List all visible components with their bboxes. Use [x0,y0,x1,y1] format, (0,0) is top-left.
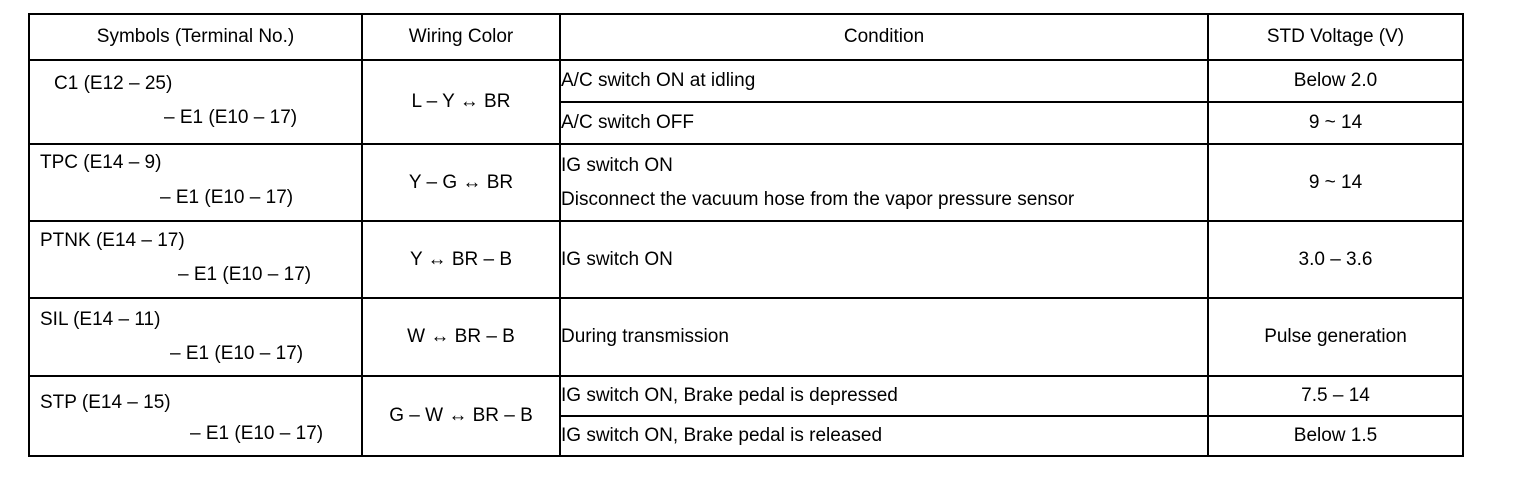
wiring-color-cell: G – W ↔ BR – B [362,376,560,456]
table-row [29,221,1463,298]
voltage-cell: Below 2.0 [1208,60,1463,102]
condition-line: IG switch ON [561,154,673,176]
symbol-ground: – E1 (E10 – 17) [164,107,298,128]
table-row [29,144,1463,221]
wiring-color-cell: L – Y ↔ BR [362,60,560,144]
header-std-voltage: STD Voltage (V) [1208,14,1463,60]
symbol-terminal: C1 (E12 – 25) [54,73,173,94]
symbol-ground: – E1 (E10 – 17) [190,423,324,444]
condition-cell: IG switch ON, Brake pedal is depressed [560,376,1208,416]
symbol-terminal: SIL (E14 – 11) [40,309,161,330]
symbol-cell-c1 [29,60,362,144]
table-row [29,60,1463,102]
wiring-color-cell: W ↔ BR – B [362,298,560,376]
voltage-cell: 9 ~ 14 [1208,144,1463,221]
header-condition: Condition [560,14,1208,60]
symbol-terminal: PTNK (E14 – 17) [40,230,185,251]
symbol-cell-ptnk [29,221,362,298]
symbol-ground: – E1 (E10 – 17) [178,264,312,285]
condition-cell: IG switch ON, Brake pedal is released [560,416,1208,456]
symbol-cell-sil [29,298,362,376]
symbol-cell-stp [29,376,362,456]
condition-cell: During transmission [560,298,1208,376]
symbol-terminal: TPC (E14 – 9) [40,152,162,173]
voltage-cell: 9 ~ 14 [1208,102,1463,144]
wiring-color-cell: Y – G ↔ BR [362,144,560,221]
terminal-voltage-table [28,13,1464,457]
condition-cell [560,144,1208,221]
condition-cell: A/C switch OFF [560,102,1208,144]
symbol-ground: – E1 (E10 – 17) [160,187,294,208]
condition-cell: A/C switch ON at idling [560,60,1208,102]
table-row [29,298,1463,376]
symbol-cell-tpc [29,144,362,221]
table-row [29,376,1463,416]
voltage-cell: Below 1.5 [1208,416,1463,456]
symbol-ground: – E1 (E10 – 17) [170,343,304,364]
voltage-cell: 3.0 – 3.6 [1208,221,1463,298]
header-wiring-color: Wiring Color [362,14,560,60]
voltage-cell: 7.5 – 14 [1208,376,1463,416]
header-symbols: Symbols (Terminal No.) [29,14,362,60]
wiring-color-cell: Y ↔ BR – B [362,221,560,298]
condition-cell: IG switch ON [560,221,1208,298]
condition-line: Disconnect the vacuum hose from the vapor pressure sensor [561,188,1075,210]
header-row [29,14,1463,60]
voltage-cell: Pulse generation [1208,298,1463,376]
symbol-terminal: STP (E14 – 15) [40,392,171,413]
